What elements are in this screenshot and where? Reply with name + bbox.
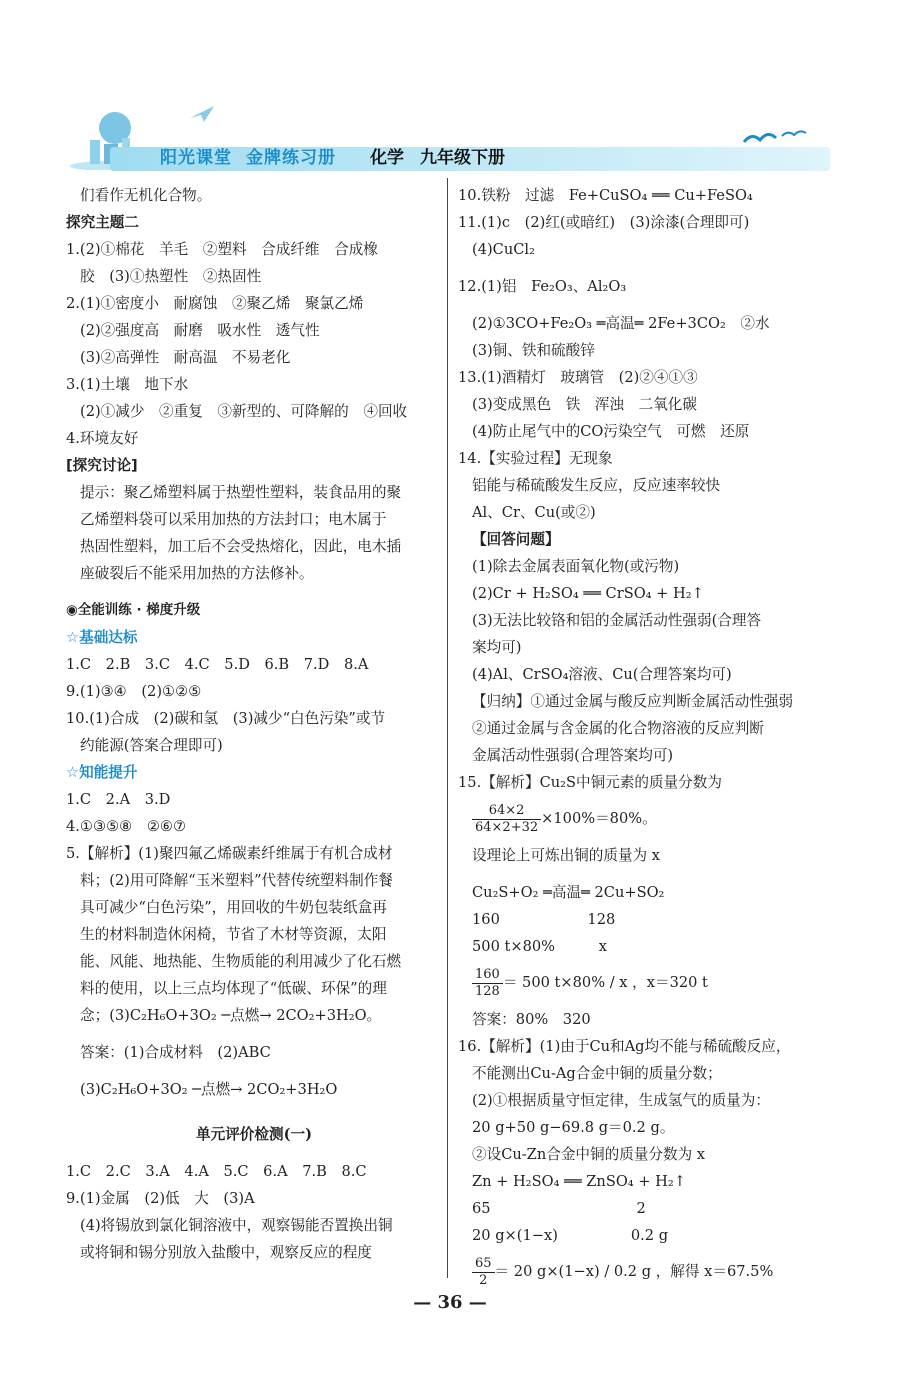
- answer-line: [458, 1249, 838, 1295]
- answer-text: 2.(1)①密度小 耐腐蚀 ②聚乙烯 聚氯乙烯: [66, 295, 364, 312]
- answer-text: 答案：(1)合成材料 (2)ABC: [80, 1044, 271, 1061]
- answer-text: ＝ 500 t×80% / x ，x＝320 t: [502, 974, 708, 991]
- answer-line: [458, 499, 838, 526]
- answer-text: (4)Al、CrSO₄溶液、Cu(合理答案均可): [472, 666, 732, 683]
- answer-text: 1.C 2.B 3.C 4.C 5.D 6.B 7.D 8.A: [66, 656, 369, 673]
- answer-line: [66, 813, 442, 840]
- answer-line: [458, 661, 838, 688]
- answer-line: [458, 796, 838, 842]
- answer-text: 4.①③⑤⑧ ②⑥⑦: [66, 818, 187, 835]
- answer-text: ②通过金属与含金属的化合物溶液的反应判断: [472, 720, 764, 737]
- answer-text: ◉全能训练 · 梯度升级: [66, 602, 201, 618]
- answer-line: [66, 840, 442, 867]
- answer-line: [66, 651, 442, 678]
- answer-text: 铝能与稀硫酸发生反应，反应速率较快: [472, 477, 721, 494]
- answer-text: 1.(2)①棉花 羊毛 ②塑料 合成纤维 合成橡: [66, 241, 378, 258]
- answer-line: [458, 553, 838, 580]
- answer-line: [66, 560, 442, 587]
- answer-text: 约能源(答案合理即可): [80, 737, 223, 754]
- answer-text: 14.【实验过程】无现象: [458, 450, 613, 467]
- answer-line: [66, 425, 442, 452]
- answer-text: 乙烯塑料袋可以采用加热的方法封口；电木属于: [80, 511, 387, 528]
- answer-text: 15.【解析】Cu₂S中铜元素的质量分数为: [458, 774, 722, 791]
- answer-text: ×100%＝80%。: [541, 810, 657, 827]
- answer-text: (4)防止尾气中的CO污染空气 可燃 还原: [472, 423, 750, 440]
- answer-line: [458, 526, 838, 553]
- answer-text: 们看作无机化合物。: [80, 187, 212, 204]
- answer-text: Zn + H₂SO₄ ══ ZnSO₄ + H₂↑: [472, 1173, 686, 1190]
- right-column: [458, 182, 838, 1295]
- answer-line: [66, 1039, 442, 1066]
- fraction: [472, 1256, 495, 1289]
- answer-line: [66, 1002, 442, 1029]
- answer-line: [66, 1185, 442, 1212]
- answer-line: [458, 879, 838, 906]
- fraction-denominator: 2: [479, 1272, 488, 1288]
- answer-text: 热固性塑料，加工后不会受热熔化，因此，电木插: [80, 538, 402, 555]
- answer-line: [458, 842, 838, 869]
- answer-line: [66, 209, 442, 236]
- answer-line: [458, 418, 838, 445]
- grade: 九年级下册: [420, 148, 505, 168]
- answer-text: (3)铜、铁和硫酸锌: [472, 342, 595, 359]
- answer-line: [458, 391, 838, 418]
- answer-text: 65 2: [472, 1200, 646, 1217]
- banner-subject: [370, 143, 505, 168]
- answer-text: 1.C 2.A 3.D: [66, 791, 171, 808]
- answer-line: [458, 580, 838, 607]
- answer-line: [458, 182, 838, 209]
- answer-text: (2)②强度高 耐磨 吸水性 透气性: [80, 322, 320, 339]
- answer-line: [66, 344, 442, 371]
- answer-line: [66, 948, 442, 975]
- answer-line: [66, 732, 442, 759]
- answer-line: [458, 1141, 838, 1168]
- answer-text: 探究主题二: [66, 214, 139, 231]
- answer-text: 念；(3)C₂H₆O+3O₂ ─点燃→ 2CO₂+3H₂O。: [80, 1007, 382, 1024]
- answer-line: [66, 182, 442, 209]
- answer-text: 具可减少“白色污染”，用回收的牛奶包装纸盒再: [80, 899, 387, 916]
- answer-text: 20 g+50 g−69.8 g＝0.2 g。: [472, 1119, 675, 1136]
- answer-line: [458, 337, 838, 364]
- subject: 化学: [370, 148, 404, 168]
- answer-line: [66, 317, 442, 344]
- answer-line: [458, 742, 838, 769]
- answer-text: 13.(1)酒精灯 玻璃管 (2)②④①③: [458, 369, 698, 386]
- answer-line: [66, 371, 442, 398]
- answer-text: (4)将锡放到氯化铜溶液中，观察锡能否置换出铜: [80, 1217, 393, 1234]
- answer-text: 料；(2)用可降解“玉米塑料”代替传统塑料制作餐: [80, 872, 393, 889]
- answer-line: [66, 1158, 442, 1185]
- answer-line: [66, 921, 442, 948]
- answer-line: [66, 894, 442, 921]
- answer-line: [66, 506, 442, 533]
- answer-text: 10.(1)合成 (2)碳和氢 (3)减少“白色污染”或节: [66, 710, 386, 727]
- answer-text: 4.环境友好: [66, 430, 139, 447]
- answer-line: [458, 1114, 838, 1141]
- answer-line: [66, 1121, 442, 1148]
- answer-line: [458, 1222, 838, 1249]
- answer-text: 胶 (3)①热塑性 ②热固性: [80, 268, 262, 285]
- answer-text: (3)②高弹性 耐高温 不易老化: [80, 349, 291, 366]
- column-divider: [447, 178, 448, 1278]
- answer-line: [458, 236, 838, 263]
- answer-text: 【归纳】①通过金属与酸反应判断金属活动性强弱: [472, 693, 794, 710]
- fraction: [472, 803, 541, 836]
- answer-text: 9.(1)金属 (2)低 大 (3)A: [66, 1190, 255, 1207]
- answer-line: [458, 1195, 838, 1222]
- answer-text: (3)无法比较铬和铝的金属活动性强弱(合理答: [472, 612, 762, 629]
- fraction-numerator: 64×2: [472, 803, 541, 820]
- answer-text: 设理论上可炼出铜的质量为 x: [472, 847, 660, 864]
- brand-name: 阳光课堂: [160, 148, 232, 168]
- answer-line: [458, 688, 838, 715]
- fraction-numerator: 65: [472, 1256, 495, 1273]
- answer-text: (4)CuCl₂: [472, 241, 535, 258]
- answer-text: (3)C₂H₆O+3O₂ ─点燃→ 2CO₂+3H₂O: [80, 1081, 338, 1098]
- answer-line: [66, 975, 442, 1002]
- answer-line: [458, 445, 838, 472]
- answer-line: [66, 533, 442, 560]
- answer-text: 知能提升: [79, 764, 138, 781]
- answer-line: [66, 1212, 442, 1239]
- answer-line: [458, 634, 838, 661]
- answer-text: ＝ 20 g×(1−x) / 0.2 g ，解得 x＝67.5%: [494, 1263, 774, 1280]
- fraction-denominator: 128: [475, 983, 500, 999]
- answer-line: [66, 1239, 442, 1266]
- answer-text: 不能测出Cu-Ag合金中铜的质量分数；: [472, 1065, 722, 1082]
- answer-text: (2)①根据质量守恒定律，生成氢气的质量为：: [472, 1092, 770, 1109]
- answer-line: [66, 705, 442, 732]
- answer-text: 料的使用，以上三点均体现了“低碳、环保”的理: [80, 980, 387, 997]
- answer-line: [458, 273, 838, 300]
- answer-text: 案均可): [472, 639, 522, 656]
- answer-line: [66, 452, 442, 479]
- answer-text: 500 t×80% x: [472, 938, 608, 955]
- answer-text: Al、Cr、Cu(或②): [472, 504, 596, 521]
- fraction: [472, 967, 503, 1000]
- answer-text: 3.(1)土壤 地下水: [66, 376, 189, 393]
- answer-text: 基础达标: [79, 629, 138, 646]
- answer-text: (2)①3CO+Fe₂O₃ ═高温═ 2Fe+3CO₂ ②水: [472, 315, 770, 332]
- answer-line: [458, 1060, 838, 1087]
- answer-line: [66, 678, 442, 705]
- answer-text: 11.(1)c (2)红(或暗红) (3)涂漆(合理即可): [458, 214, 750, 231]
- answer-line: [458, 960, 838, 1006]
- answer-text: 答案：80% 320: [472, 1011, 591, 1028]
- banner-title: [160, 143, 336, 168]
- answer-line: [458, 1087, 838, 1114]
- answer-text: 10.铁粉 过滤 Fe+CuSO₄ ══ Cu+FeSO₄: [458, 187, 753, 204]
- answer-text: (3)变成黑色 铁 浑浊 二氧化碳: [472, 396, 697, 413]
- answer-line: [458, 1033, 838, 1060]
- answer-text: 或将铜和锡分别放入盐酸中，观察反应的程度: [80, 1244, 372, 1261]
- answer-line: [66, 263, 442, 290]
- fraction-numerator: 160: [472, 967, 503, 984]
- answer-text: 【回答问题】: [472, 531, 560, 548]
- fraction-denominator: 64×2+32: [475, 819, 539, 835]
- answer-line: [66, 479, 442, 506]
- page-number: — 36 —: [413, 1292, 487, 1313]
- answer-line: [66, 786, 442, 813]
- page-header-banner: [60, 100, 830, 170]
- answer-text: 座破裂后不能采用加热的方法修补。: [80, 565, 314, 582]
- answer-text: (1)除去金属表面氧化物(或污物): [472, 558, 680, 575]
- answer-line: [458, 209, 838, 236]
- answer-text: 16.【解析】(1)由于Cu和Ag均不能与稀硫酸反应，: [458, 1038, 791, 1055]
- answer-line: [66, 236, 442, 263]
- answer-line: [66, 398, 442, 425]
- answer-text: 能、风能、地热能、生物质能的利用减少了化石燃: [80, 953, 402, 970]
- answer-line: [458, 933, 838, 960]
- answer-text: 生的材料制造休闲椅，节省了木材等资源，太阳: [80, 926, 387, 943]
- answer-text: 5.【解析】(1)聚四氟乙烯碳素纤维属于有机合成材: [66, 845, 393, 862]
- answer-line: [458, 715, 838, 742]
- answer-text: 20 g×(1−x) 0.2 g: [472, 1227, 669, 1244]
- answer-text: 1.C 2.C 3.A 4.A 5.C 6.A 7.B 8.C: [66, 1163, 367, 1180]
- answer-text: ②设Cu-Zn合金中铜的质量分数为 x: [472, 1146, 706, 1163]
- left-column: [66, 182, 442, 1266]
- answer-text: 提示：聚乙烯塑料属于热塑性塑料，装食品用的聚: [80, 484, 402, 501]
- answer-line: [458, 1006, 838, 1033]
- answer-line: [458, 906, 838, 933]
- answer-line: [66, 624, 442, 651]
- answer-line: [66, 759, 442, 786]
- answer-line: [458, 607, 838, 634]
- answer-text: 12.(1)铝 Fe₂O₃、Al₂O₃: [458, 278, 627, 295]
- book-series: 金牌练习册: [246, 148, 336, 168]
- answer-text: 9.(1)③④ (2)①②⑤: [66, 683, 202, 700]
- answer-line: [458, 769, 838, 796]
- answer-text: (2)Cr + H₂SO₄ ══ CrSO₄ + H₂↑: [472, 585, 704, 602]
- answer-text: 单元评价检测(一): [196, 1126, 312, 1143]
- answer-line: [458, 1168, 838, 1195]
- answer-text: 金属活动性强弱(合理答案均可): [472, 747, 674, 764]
- answer-text: (2)①减少 ②重复 ③新型的、可降解的 ④回收: [80, 403, 408, 420]
- answer-line: [458, 472, 838, 499]
- answer-text: 160 128: [472, 911, 616, 928]
- answer-text: Cu₂S+O₂ ═高温═ 2Cu+SO₂: [472, 884, 665, 901]
- answer-text: [探究讨论]: [66, 457, 138, 474]
- answer-line: [66, 1076, 442, 1103]
- answer-line: [66, 290, 442, 317]
- answer-line: [458, 364, 838, 391]
- answer-line: [66, 597, 442, 624]
- answer-line: [458, 310, 838, 337]
- answer-line: [66, 867, 442, 894]
- paper-plane-icon: [188, 104, 218, 124]
